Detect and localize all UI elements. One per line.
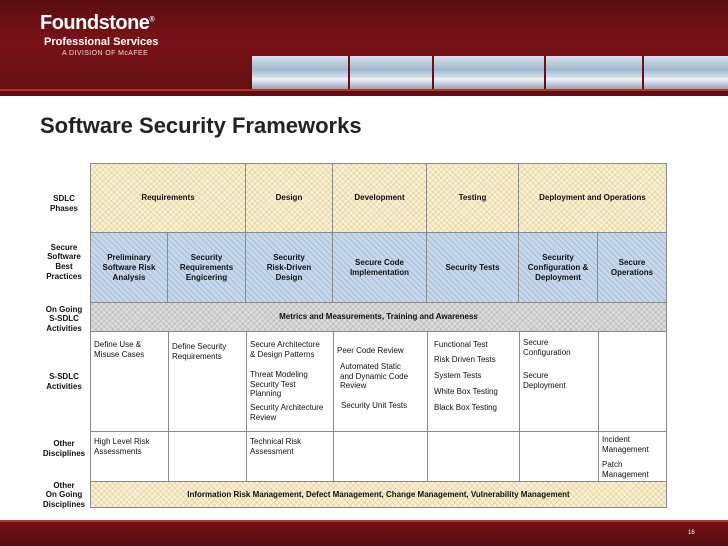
grid-divider <box>427 332 428 482</box>
activity-threat-modeling: Threat Modeling Security Test Planning <box>250 370 308 399</box>
bp-security-tests: Security Tests <box>427 233 519 303</box>
phase-development: Development <box>333 163 427 233</box>
row-label-other-disciplines: Other Disciplines <box>42 439 86 458</box>
activity-use-misuse-cases: Define Use & Misuse Cases <box>94 340 145 359</box>
grid-divider <box>168 332 169 482</box>
bp-security-requirements: Security Requirements Engicering <box>168 233 246 303</box>
activity-peer-code-review: Peer Code Review <box>337 346 404 355</box>
discipline-technical-risk: Technical Risk Assessment <box>250 437 302 456</box>
phase-design: Design <box>246 163 333 233</box>
page-title: Software Security Frameworks <box>40 113 362 138</box>
ongoing-metrics-bar: Metrics and Measurements, Training and Awareness <box>90 303 667 332</box>
bp-configuration-deployment: Security Configuration & Deployment <box>519 233 598 303</box>
activity-white-box-testing: White Box Testing <box>434 387 498 396</box>
phase-testing: Testing <box>427 163 519 233</box>
phase-deployment-operations: Deployment and Operations <box>519 163 667 233</box>
bp-preliminary-risk-analysis: Preliminary Software Risk Analysis <box>90 233 168 303</box>
activity-architecture-review: Security Architecture Review <box>250 403 324 422</box>
bp-secure-code-implementation: Secure Code Implementation <box>333 233 427 303</box>
grid-divider <box>90 431 667 432</box>
grid-divider <box>246 332 247 482</box>
grid-divider <box>333 332 334 482</box>
bp-secure-operations: Secure Operations <box>598 233 667 303</box>
activity-static-dynamic-review: Automated Static and Dynamic Code Review <box>340 362 409 391</box>
activity-system-tests: System Tests <box>434 371 482 380</box>
discipline-incident-management: Incident Management <box>602 435 649 454</box>
row-label-ongoing-activities: On Going S-SDLC Activities <box>45 304 83 333</box>
footer-bar <box>0 520 728 546</box>
grid-divider <box>519 332 520 482</box>
activity-risk-driven-tests: Risk Driven Tests <box>434 355 496 364</box>
logo-subtitle: Professional Services <box>44 36 159 48</box>
activity-secure-configuration: Secure Configuration <box>523 338 571 357</box>
activity-black-box-testing: Black Box Testing <box>434 403 497 412</box>
row-label-ssdlc-activities: S-SDLC Activities <box>46 372 82 391</box>
activity-security-unit-tests: Security Unit Tests <box>341 401 408 410</box>
row-label-sdlc-phases: SDLC Phases <box>49 194 79 213</box>
bp-risk-driven-design: Security Risk-Driven Design <box>246 233 333 303</box>
row-label-other-ongoing: Other On Going Disciplines <box>42 480 86 509</box>
logo-wordmark: Foundstone® <box>40 12 155 34</box>
row-label-best-practices: Secure Software Best Practices <box>46 242 82 281</box>
activity-define-security-requirements: Define Security Requirements <box>172 342 227 361</box>
grid-divider <box>598 332 599 482</box>
discipline-high-level-risk: High Level Risk Assessments <box>94 437 150 456</box>
page-number: 16 <box>688 530 695 536</box>
activity-secure-architecture-patterns: Secure Architecture & Design Patterns <box>250 340 320 359</box>
footer-divider <box>0 520 728 522</box>
activity-secure-deployment: Secure Deployment <box>523 371 566 390</box>
logo-division: A DIVISION OF McAFEE <box>62 50 149 57</box>
activity-functional-test: Functional Test <box>434 340 488 349</box>
discipline-patch-management: Patch Management <box>602 460 649 479</box>
phase-requirements: Requirements <box>90 163 246 233</box>
other-ongoing-bar: Information Risk Management, Defect Management, Change Management, Vulnerability Management <box>90 482 667 508</box>
